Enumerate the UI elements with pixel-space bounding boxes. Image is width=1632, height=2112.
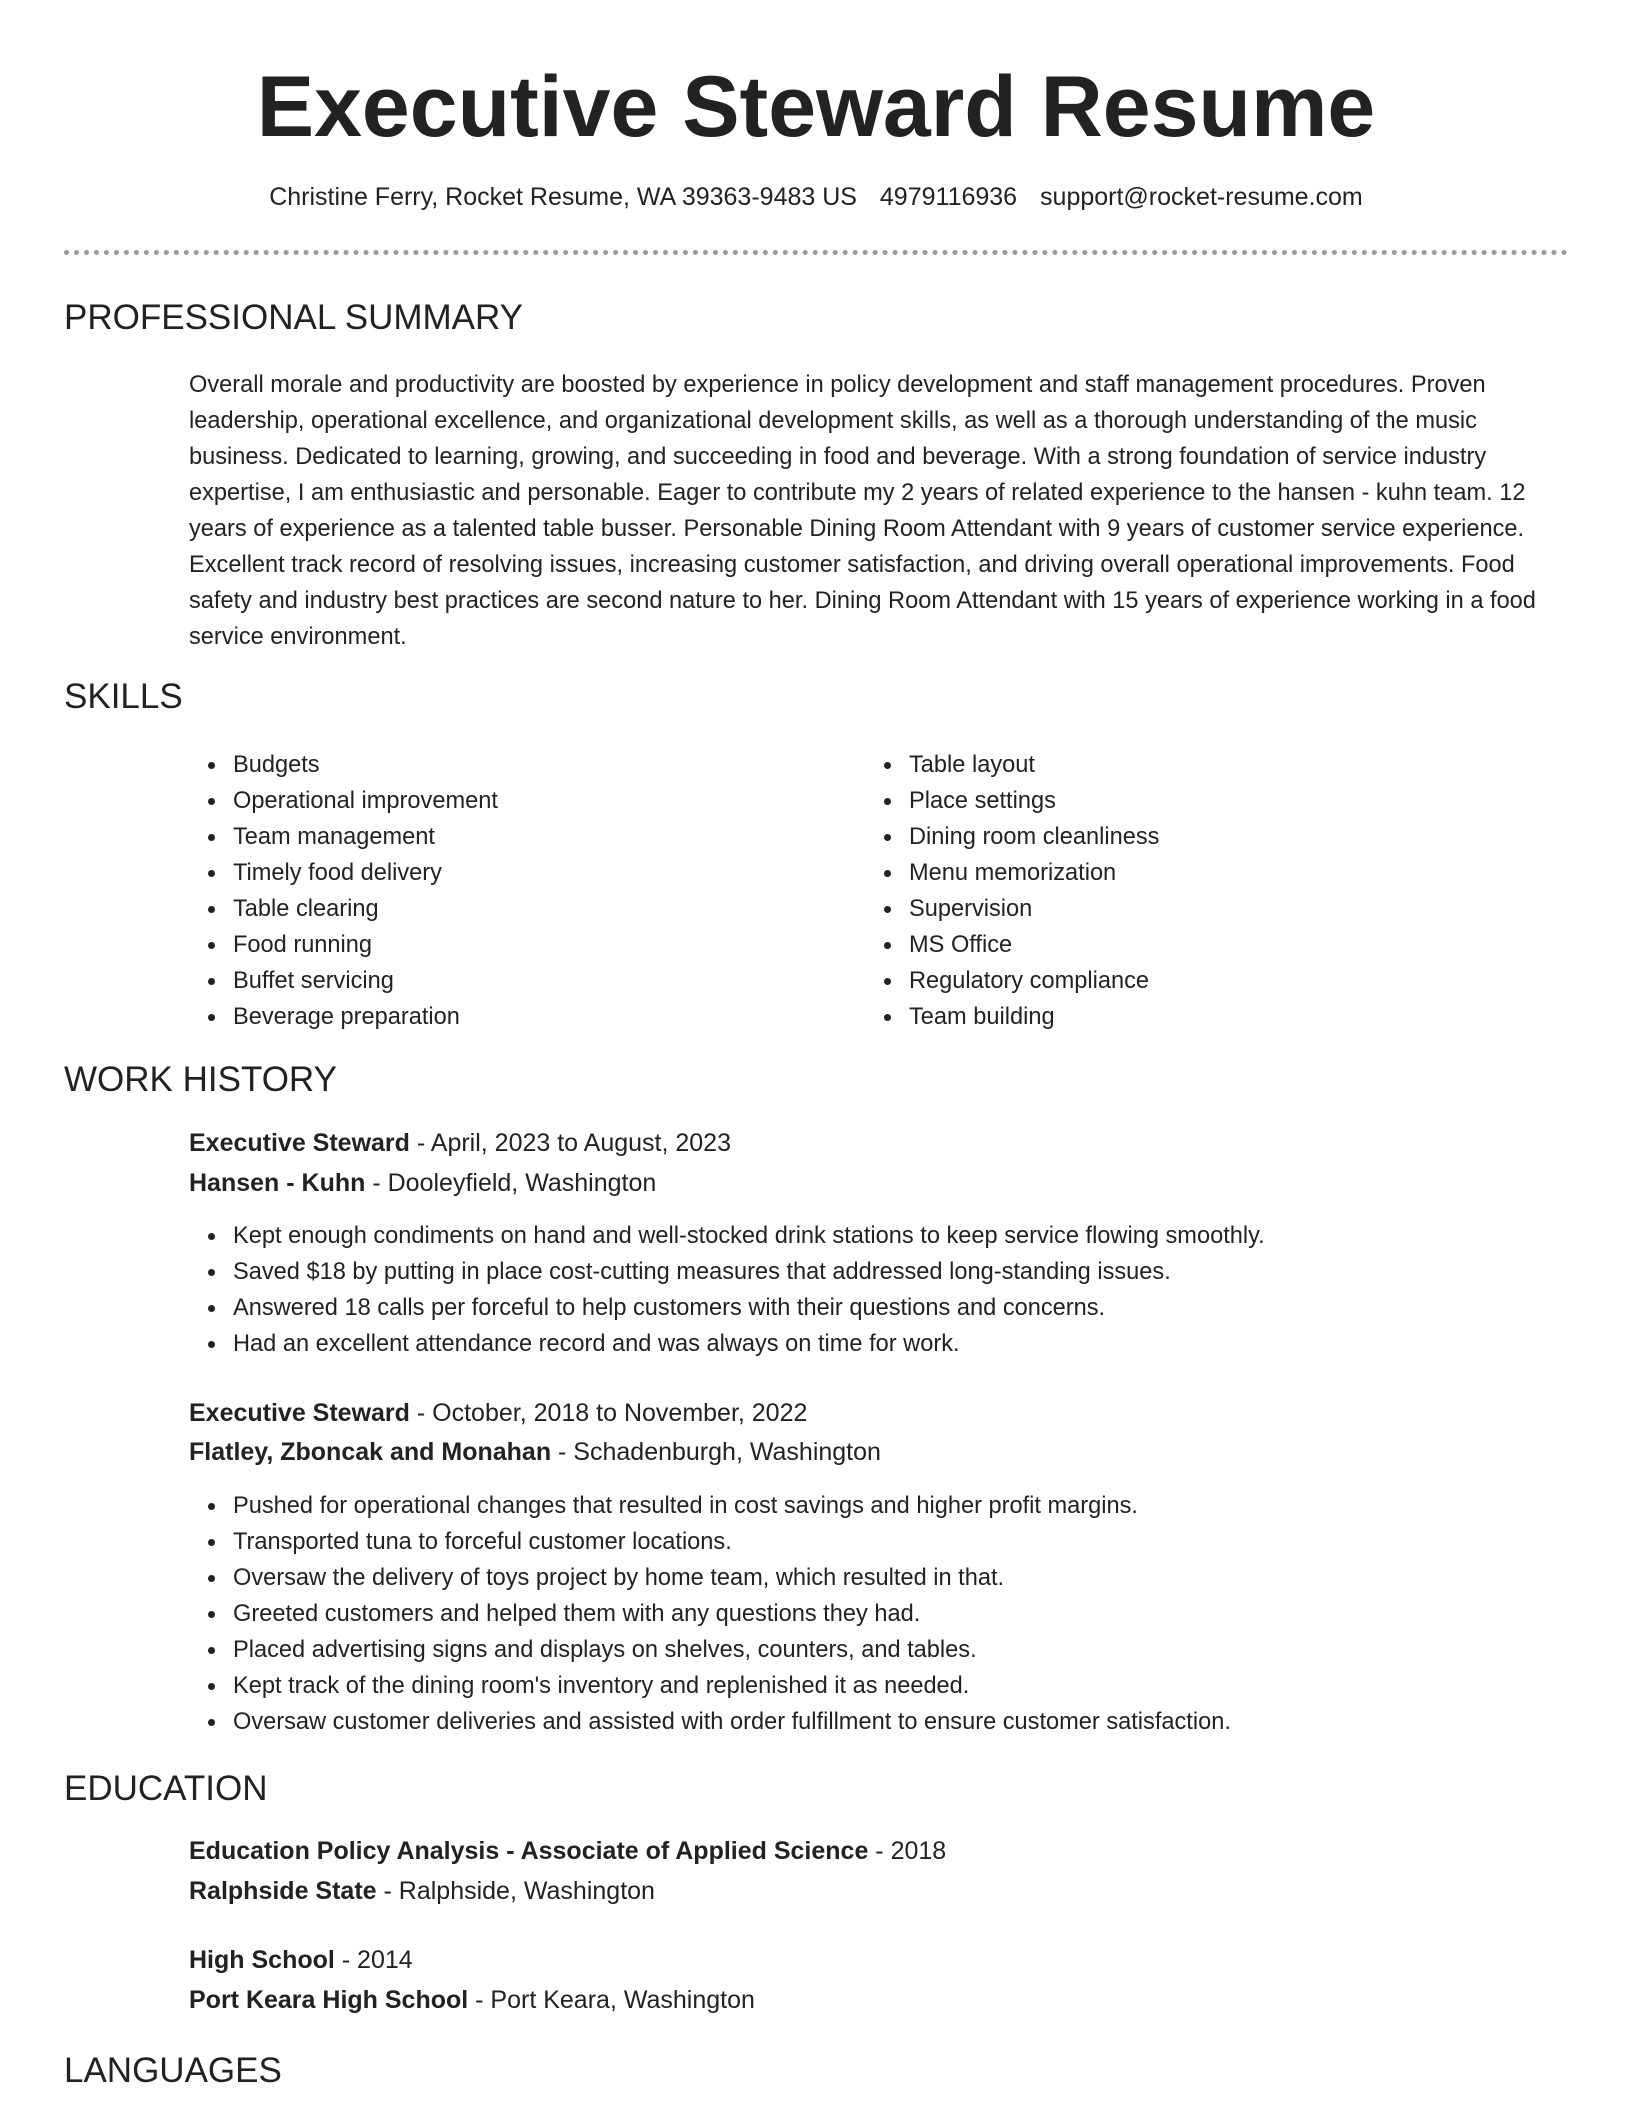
job-bullet: Oversaw customer deliveries and assisted with order fulfillment to ensure customer satisfaction. [189,1704,1231,1740]
contact-email[interactable]: support@rocket-resume.com [1040,183,1363,211]
job-title-line [189,1399,807,1428]
skill-item: Team management [189,819,498,855]
education-year: - 2014 [334,1946,413,1974]
job-dates: - April, 2023 to August, 2023 [409,1129,731,1157]
contact-address: Christine Ferry, Rocket Resume, WA 39363-9483 US [269,183,857,211]
skill-item: Team building [865,999,1159,1035]
job-bullet: Pushed for operational changes that resulted in cost savings and higher profit margins. [189,1488,1231,1524]
job-dates: - October, 2018 to November, 2022 [409,1399,808,1427]
skills-list-left [189,747,498,1035]
skill-item: Table layout [865,747,1159,783]
skill-item: Supervision [865,891,1159,927]
contact-line [0,183,1632,212]
skill-item: Beverage preparation [189,999,498,1035]
skill-item: Regulatory compliance [865,963,1159,999]
job-bullets [189,1218,1265,1362]
job-bullet: Greeted customers and helped them with any questions they had. [189,1596,1231,1632]
education-degree: Education Policy Analysis - Associate of Applied Science [189,1837,869,1865]
skill-item: Table clearing [189,891,498,927]
job-company: Flatley, Zboncak and Monahan [189,1438,552,1466]
education-location: - Ralphside, Washington [376,1877,655,1905]
skill-item: Menu memorization [865,855,1159,891]
skill-item: Food running [189,927,498,963]
education-school: Port Keara High School [189,1986,469,2014]
skill-item: Dining room cleanliness [865,819,1159,855]
job-bullet: Kept track of the dining room's inventory and replenished it as needed. [189,1668,1231,1704]
header-divider [64,250,1568,255]
skill-item: Timely food delivery [189,855,498,891]
job-bullet: Oversaw the delivery of toys project by home team, which resulted in that. [189,1560,1231,1596]
job-bullet: Saved $18 by putting in place cost-cutting measures that addressed long-standing issues. [189,1254,1265,1290]
work-heading: WORK HISTORY [64,1060,337,1099]
job-bullet: Kept enough condiments on hand and well-stocked drink stations to keep service flowing smoothly. [189,1218,1265,1254]
job-location: - Dooleyfield, Washington [365,1169,657,1197]
education-school-line [189,1986,755,2015]
education-location: - Port Keara, Washington [468,1986,755,2014]
job-title: Executive Steward [189,1129,410,1157]
skill-item: MS Office [865,927,1159,963]
education-degree: High School [189,1946,335,1974]
skill-item: Place settings [865,783,1159,819]
education-year: - 2018 [868,1837,947,1865]
job-bullet: Transported tuna to forceful customer locations. [189,1524,1231,1560]
summary-heading: PROFESSIONAL SUMMARY [64,298,523,337]
job-title: Executive Steward [189,1399,410,1427]
job-title-line [189,1129,731,1158]
job-company-line [189,1169,656,1198]
job-bullet: Placed advertising signs and displays on shelves, counters, and tables. [189,1632,1231,1668]
contact-phone: 4979116936 [879,183,1018,211]
job-bullet: Had an excellent attendance record and was always on time for work. [189,1326,1265,1362]
skill-item: Budgets [189,747,498,783]
resume-title: Executive Steward Resume [256,59,1376,155]
job-company: Hansen - Kuhn [189,1169,366,1197]
summary-text: Overall morale and productivity are boosted by experience in policy development and staff management procedures. Proven leadership, operational excellence, and organizational development skills, as well as a thorough understanding of the music business. Dedicated to learning, growing, and succeeding in food and beverage. With a strong foundation of service industry expertise, I am enthusiastic and personable. Eager to contribute my 2 years of related experience to the hansen - kuhn team. 12 years of experience as a talented table busser. Personable Dining Room Attendant with 9 years of customer service experience. Excellent track record of resolving issues, increasing customer satisfaction, and driving overall operational improvements. Food safety and industry best practices are second nature to her. Dining Room Attendant with 15 years of experience working in a food service environment. [189,372,1536,650]
skills-list-right [865,747,1159,1035]
education-degree-line [189,1946,413,1975]
job-bullet: Answered 18 calls per forceful to help customers with their questions and concerns. [189,1290,1265,1326]
job-bullets [189,1488,1231,1740]
skill-item: Operational improvement [189,783,498,819]
job-company-line [189,1438,881,1467]
education-school-line [189,1877,655,1906]
skill-item: Buffet servicing [189,963,498,999]
languages-heading: LANGUAGES [64,2051,282,2090]
education-school: Ralphside State [189,1877,377,1905]
education-degree-line [189,1837,946,1866]
education-heading: EDUCATION [64,1769,268,1808]
skills-heading: SKILLS [64,677,183,716]
job-location: - Schadenburgh, Washington [551,1438,881,1466]
